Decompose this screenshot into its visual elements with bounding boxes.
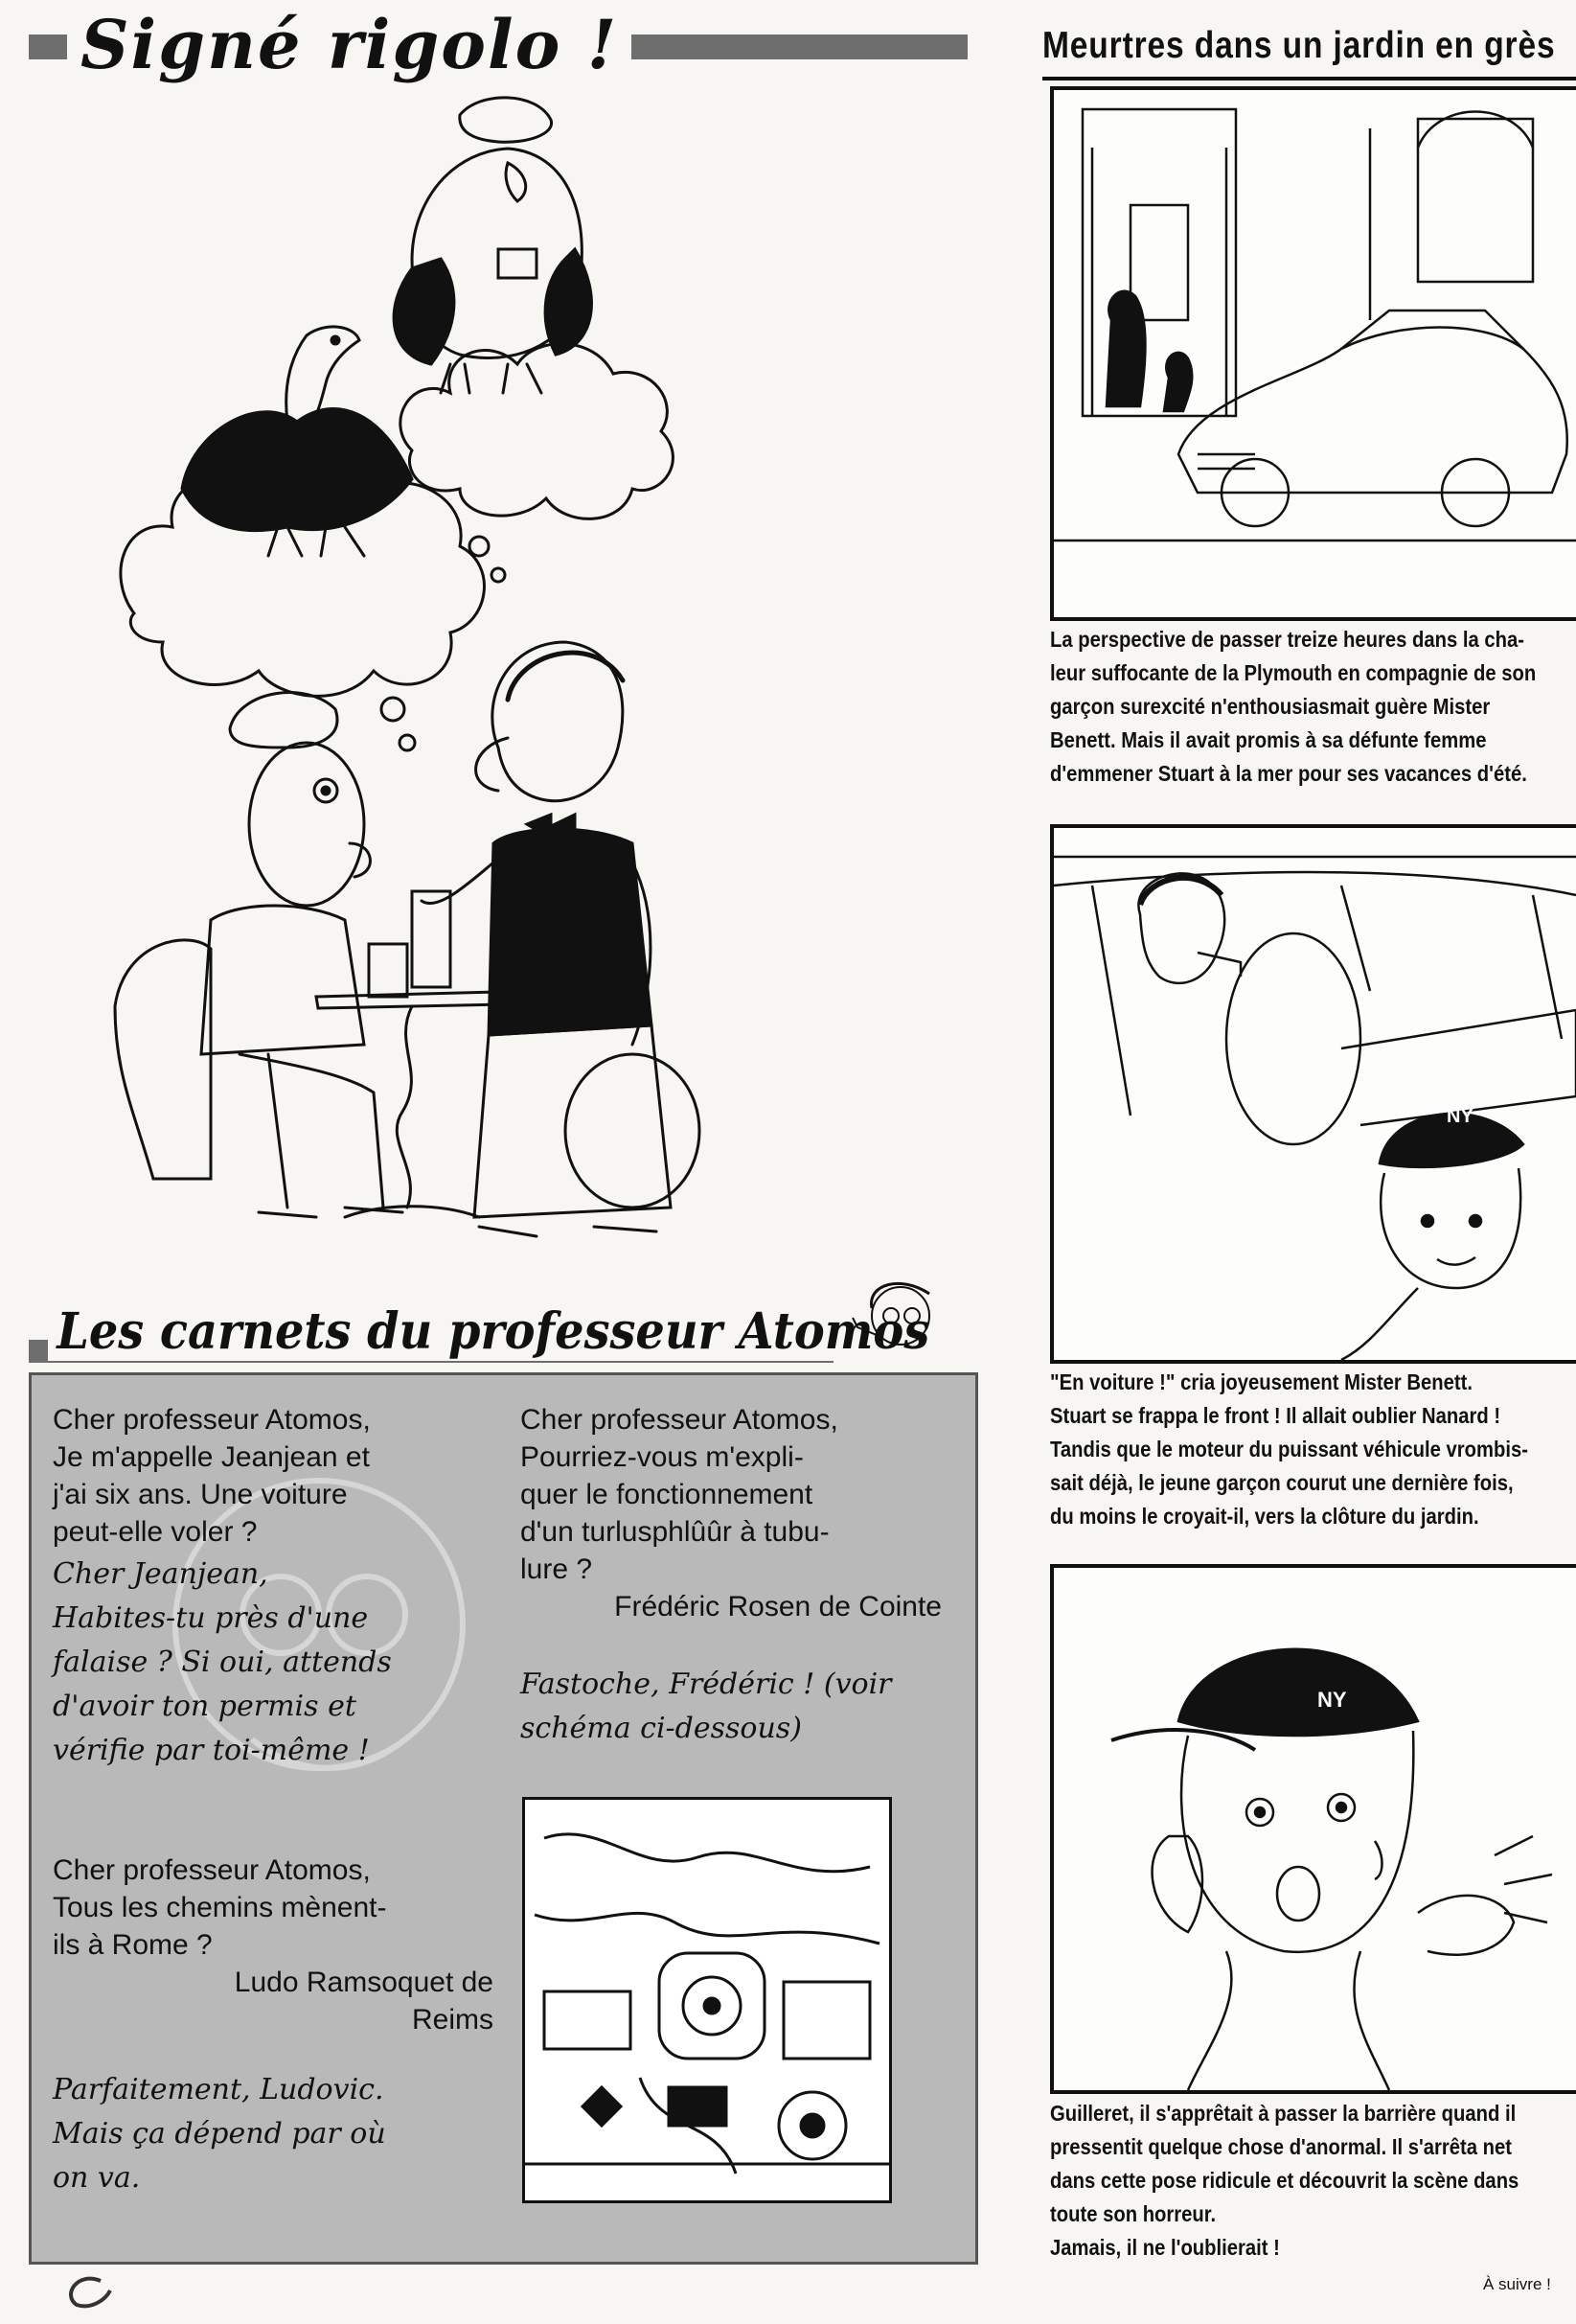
- letter-signature: Ludo Ramsoquet de: [234, 1967, 493, 1998]
- table-leg: [397, 1006, 412, 1208]
- boy-eye: [1470, 1215, 1481, 1227]
- letter-signature: Reims: [411, 2004, 493, 2036]
- waiter-hair: [508, 653, 623, 700]
- boy-cap: [1178, 1649, 1418, 1736]
- waiter-cartoon-illustration: [96, 77, 948, 1275]
- question-line: ils à Rome ?: [53, 1929, 213, 1961]
- answer-line: d'avoir ton permis et: [53, 1690, 356, 1723]
- answer-line: Mais ça dépend par où: [53, 2117, 386, 2151]
- professor-glasses: [883, 1308, 899, 1323]
- tear: [1375, 1841, 1382, 1879]
- cap-badge: NY: [1447, 1106, 1473, 1127]
- eagle-feet: [441, 364, 541, 393]
- serving-tray: [565, 1054, 699, 1208]
- glass: [369, 944, 407, 997]
- caption-line: La perspective de passer treize heures dans la cha-: [1050, 627, 1524, 652]
- man-head: [249, 743, 364, 906]
- question-line: Pourriez-vous m'expli-: [520, 1441, 804, 1473]
- vulture-eye: [331, 336, 339, 344]
- waiter-vest: [489, 829, 651, 1035]
- thought-dot: [381, 698, 404, 721]
- answer-line: falaise ? Si oui, attends: [53, 1645, 392, 1679]
- man-silhouette: [1107, 291, 1145, 406]
- thought-dot: [469, 537, 489, 556]
- caption-line: toute son horreur.: [1050, 2201, 1217, 2226]
- letter-2-answer: [53, 2068, 493, 2200]
- house-window-arch: [1418, 112, 1533, 149]
- boy-hand-right: [1418, 1896, 1514, 1955]
- page-corner-flourish-icon: [57, 2257, 115, 2324]
- question-line: lure ?: [520, 1553, 593, 1585]
- eagle-cap: [460, 98, 552, 142]
- vulture-feet: [268, 527, 364, 556]
- question-line: quer le fonctionnement: [520, 1479, 813, 1510]
- answer-line: Habites-tu près d'une: [53, 1601, 369, 1635]
- machine-block: [669, 2087, 726, 2126]
- house-facade: [1083, 109, 1236, 416]
- question-line: Tous les chemins mènent-: [53, 1892, 387, 1923]
- pipe: [853, 1318, 881, 1337]
- caption-line: leur suffocante de la Plymouth en compagnie de son: [1050, 660, 1537, 685]
- letter-1-question: [53, 1401, 493, 1551]
- caption-line: Stuart se frappa le front ! Il allait oublier Nanard !: [1050, 1403, 1501, 1428]
- car-windshield: [1341, 311, 1523, 349]
- boy-hand-left: [1153, 1836, 1202, 1932]
- steering-wheel: [1226, 933, 1360, 1144]
- answer-line: schéma ci-dessous): [520, 1712, 802, 1745]
- cap-badge: NY: [1317, 1688, 1347, 1712]
- question-line: Cher professeur Atomos,: [53, 1854, 371, 1886]
- house-window: [1418, 119, 1533, 282]
- caption-line: pressentit quelque chose d'anormal. Il s'arrêta net: [1050, 2134, 1513, 2159]
- car-roof: [1054, 857, 1576, 895]
- caption-line: "En voiture !" cria joyeusement Mister Benett.: [1050, 1369, 1473, 1394]
- letter-3-answer: [520, 1663, 942, 1751]
- shock-lines: [1495, 1836, 1552, 1922]
- man-hat: [230, 693, 337, 748]
- question-line: j'ai six ans. Une voiture: [53, 1479, 348, 1510]
- boy-shirt: [1188, 1951, 1389, 2090]
- letter-3-question: [520, 1401, 942, 1625]
- caption-line: garçon surexcité n'enthousiasmait guère Mister: [1050, 694, 1491, 719]
- question-line: d'un turlusphlûûr à tubu-: [520, 1516, 830, 1548]
- panel-caption-2: [1050, 1366, 1573, 1533]
- panel-caption-1: [1050, 623, 1573, 791]
- caption-line: Benett. Mais il avait promis à sa défunte femme: [1050, 727, 1487, 752]
- caption-line: Tandis que le moteur du puissant véhicule vrombis-: [1050, 1437, 1528, 1461]
- boy-eye: [1422, 1215, 1433, 1227]
- professor-atomos-portrait: [843, 1270, 958, 1356]
- armchair: [115, 940, 211, 1179]
- man-legs: [240, 1054, 383, 1208]
- car-grille: [1198, 454, 1255, 469]
- comic-panel-car-interior: [1050, 824, 1576, 1364]
- caption-line: dans cette pose ridicule et découvrit la scène dans: [1050, 2168, 1519, 2193]
- section-title-signe-rigolo: Signé rigolo !: [67, 12, 631, 79]
- answer-line: Cher Jeanjean,: [53, 1557, 268, 1591]
- letter-signature: Frédéric Rosen de Cointe: [614, 1591, 942, 1622]
- boy-mouth: [1437, 1257, 1475, 1265]
- caption-line: Jamais, il ne l'oublierait !: [1050, 2235, 1280, 2260]
- boy-silhouette: [1164, 353, 1192, 411]
- boy-arm: [1341, 1288, 1418, 1360]
- comic-panel-house-car: [1050, 86, 1576, 621]
- boy-mouth: [1277, 1867, 1319, 1921]
- caption-line: du moins le croyait-il, vers la clôture du jardin.: [1050, 1504, 1479, 1529]
- question-line: Cher professeur Atomos,: [520, 1404, 838, 1436]
- caption-line: Guilleret, il s'apprêtait à passer la barrière quand il: [1050, 2101, 1517, 2126]
- eagle-beak: [506, 163, 526, 201]
- story-title: Meurtres dans un jardin en grès: [1042, 25, 1556, 66]
- camera-sketch: [498, 249, 537, 278]
- answer-line: on va.: [53, 2161, 141, 2195]
- waiter-head: [492, 642, 623, 801]
- vulture-body: [182, 409, 412, 531]
- section-title-atomos: Les carnets du professeur Atomos: [48, 1303, 938, 1361]
- to-be-continued: À suivre !: [1483, 2275, 1551, 2293]
- caption-line: sait déjà, le jeune garçon courut une dernière fois,: [1050, 1470, 1514, 1495]
- boy-face: [1181, 1731, 1413, 1952]
- turlusphluur-schema-illustration: [522, 1797, 892, 2203]
- boy-head: [1381, 1168, 1520, 1288]
- man-shirt: [201, 906, 364, 1054]
- thought-dot: [400, 735, 415, 750]
- letter-1-answer: [53, 1553, 493, 1773]
- thought-bubble-right: [400, 344, 674, 519]
- table-top: [316, 992, 503, 1008]
- letter-2-question: [53, 1852, 493, 2038]
- caption-line: d'emmener Stuart à la mer pour ses vacances d'été.: [1050, 761, 1527, 786]
- answer-line: Parfaitement, Ludovic.: [53, 2073, 384, 2106]
- bill: [412, 891, 450, 987]
- question-line: Cher professeur Atomos,: [53, 1404, 371, 1436]
- answer-line: vérifie par toi-même !: [53, 1734, 370, 1767]
- car-window-frame: [1092, 886, 1562, 1116]
- answer-line: Fastoche, Frédéric ! (voir: [520, 1668, 892, 1701]
- panel-caption-3: [1050, 2097, 1573, 2265]
- eagle-wing: [545, 249, 591, 355]
- story-title-rule: [1042, 77, 1576, 81]
- waiter-shoes: [479, 1227, 656, 1236]
- question-line: Je m'appelle Jeanjean et: [53, 1441, 370, 1473]
- thought-dot: [491, 568, 505, 582]
- comic-panel-boy-shock: [1050, 1564, 1576, 2094]
- question-line: peut-elle voler ?: [53, 1516, 258, 1548]
